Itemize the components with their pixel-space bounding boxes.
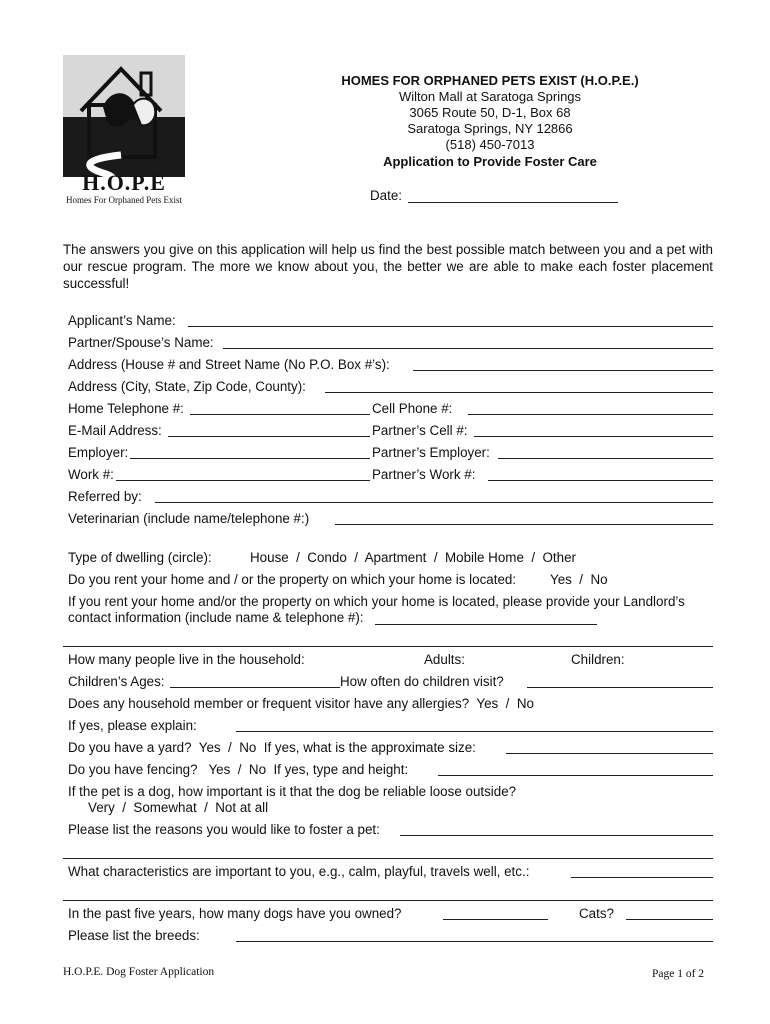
applicant-name-field[interactable] [188, 326, 713, 327]
form-title: Application to Provide Foster Care [383, 154, 597, 169]
children-label: Children: [571, 652, 625, 667]
dwelling-label: Type of dwelling (circle): [68, 550, 212, 565]
vet-field[interactable] [335, 524, 713, 525]
partner-name-field[interactable] [223, 348, 713, 349]
allergies-explain-field[interactable] [236, 731, 713, 732]
employer-label: Employer: [68, 445, 129, 460]
children-visit-field[interactable] [527, 687, 713, 688]
city-address-field[interactable] [325, 392, 713, 393]
landlord-text-2: contact information (include name & telephone #): [68, 610, 364, 625]
date-field[interactable] [408, 202, 618, 203]
applicant-name-label: Applicant’s Name: [68, 313, 176, 328]
traits-label: What characteristics are important to you, e.g., calm, playful, travels well, etc.: [68, 864, 530, 879]
traits-field-line-2[interactable] [63, 900, 713, 901]
children-visit-label: How often do children visit? [340, 674, 504, 689]
address-line-1: Wilton Mall at Saratoga Springs [398, 89, 582, 104]
partner-name-label: Partner/Spouse’s Name: [68, 335, 214, 350]
employer-field[interactable] [130, 458, 370, 459]
logo-subtitle: Homes For Orphaned Pets Exist [66, 195, 182, 205]
org-name: HOMES FOR ORPHANED PETS EXIST (H.O.P.E.) [341, 73, 639, 88]
date-label: Date: [370, 188, 403, 203]
partner-employer-label: Partner’s Employer: [372, 445, 490, 460]
loose-options[interactable]: Very / Somewhat / Not at all [88, 800, 269, 815]
partner-cell-label: Partner’s Cell #: [372, 423, 468, 438]
org-phone: (518) 450-7013 [445, 137, 535, 152]
dogs-owned-label: In the past five years, how many dogs have you owned? [68, 906, 402, 921]
adults-label: Adults: [424, 652, 465, 667]
yard-size-field[interactable] [506, 753, 713, 754]
hope-logo [63, 55, 185, 210]
street-address-field[interactable] [413, 370, 713, 371]
reasons-field-line-2[interactable] [63, 858, 713, 859]
reasons-field[interactable] [400, 835, 713, 836]
email-field[interactable] [168, 436, 370, 437]
breeds-label: Please list the breeds: [68, 928, 200, 943]
partner-work-field[interactable] [488, 480, 713, 481]
cats-field[interactable] [626, 919, 713, 920]
landlord-text-1: If you rent your home and/or the property on which your home is located, please provide your Landlord’s [68, 594, 685, 609]
intro-paragraph: The answers you give on this application will help us find the best possible match between you and a pet with our rescue program. The more we know about you, the better we are able to make each foster placement successful! [63, 242, 713, 291]
traits-field[interactable] [571, 877, 713, 878]
vet-label: Veterinarian (include name/telephone #:) [68, 511, 310, 526]
rent-question: Do you rent your home and / or the property on which your home is located: [68, 572, 517, 587]
home-phone-field[interactable] [190, 414, 370, 415]
section-divider [63, 646, 713, 647]
cell-phone-label: Cell Phone #: [372, 401, 453, 416]
home-phone-label: Home Telephone #: [68, 401, 184, 416]
dwelling-options[interactable]: House / Condo / Apartment / Mobile Home / Other [250, 550, 576, 565]
partner-work-label: Partner’s Work #: [372, 467, 476, 482]
footer-title: H.O.P.E. Dog Foster Application [63, 966, 215, 978]
logo-title: H.O.P.E [82, 170, 166, 195]
loose-question: If the pet is a dog, how important is it that the dog be reliable loose outside? [68, 784, 517, 799]
work-phone-label: Work #: [68, 467, 114, 482]
dogs-owned-field[interactable] [443, 919, 548, 920]
household-count-label: How many people live in the household: [68, 652, 305, 667]
children-ages-label: Children’s Ages: [68, 674, 165, 689]
cats-label: Cats? [579, 906, 614, 921]
street-address-label: Address (House # and Street Name (No P.O. Box #’s): [68, 357, 390, 372]
work-phone-field[interactable] [116, 480, 370, 481]
breeds-field[interactable] [236, 941, 713, 942]
referred-label: Referred by: [68, 489, 142, 504]
fencing-question: Do you have fencing? Yes / No If yes, type and height: [68, 762, 409, 777]
children-ages-field[interactable] [170, 687, 340, 688]
city-address-label: Address (City, State, Zip Code, County): [68, 379, 306, 394]
address-line-3: Saratoga Springs, NY 12866 [407, 121, 573, 136]
referred-field[interactable] [155, 502, 713, 503]
page-number: Page 1 of 2 [652, 968, 705, 980]
email-label: E-Mail Address: [68, 423, 162, 438]
address-line-2: 3065 Route 50, D-1, Box 68 [409, 105, 571, 120]
fencing-field[interactable] [438, 775, 713, 776]
yard-question: Do you have a yard? Yes / No If yes, what is the approximate size: [68, 740, 476, 755]
rent-options[interactable]: Yes / No [550, 572, 608, 587]
reasons-label: Please list the reasons you would like to foster a pet: [68, 822, 380, 837]
partner-employer-field[interactable] [498, 458, 713, 459]
allergies-question: Does any household member or frequent visitor have any allergies? Yes / No [68, 696, 534, 711]
allergies-explain-label: If yes, please explain: [68, 718, 197, 733]
cell-phone-field[interactable] [468, 414, 713, 415]
partner-cell-field[interactable] [474, 436, 713, 437]
landlord-field[interactable] [375, 624, 597, 625]
